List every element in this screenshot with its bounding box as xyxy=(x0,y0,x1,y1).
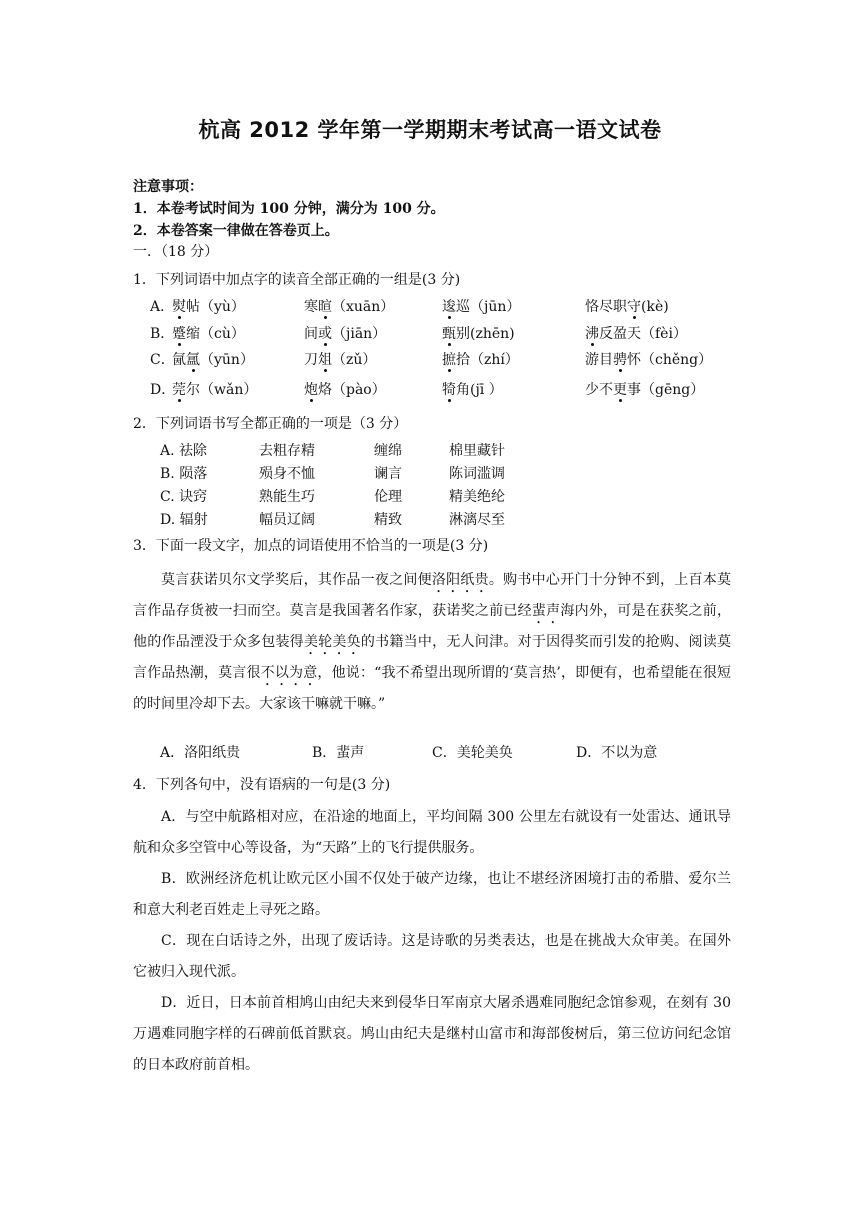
q2-word: 淋漓尽至 xyxy=(449,512,505,528)
emphasis-dot-char: 蹙 xyxy=(172,326,186,342)
emphasis-dot-char: 炮 xyxy=(304,382,318,398)
q2-word: 殒身不恤 xyxy=(259,466,315,482)
option-word: 游目骋怀（chěng） xyxy=(585,352,713,368)
option-label: D． xyxy=(150,382,176,398)
passage-text: 。购书中心开门十分钟不到，上百本莫言作品存货被一扫而空。莫言是我国著名作家，获诺奖之前已经 xyxy=(133,572,732,619)
option-word: 炮烙（pào） xyxy=(304,382,386,398)
q2-word: 去粗存精 xyxy=(259,443,315,459)
notice-item-1: 1．本卷考试时间为 100 分钟，满分为 100 分。 xyxy=(133,201,445,217)
q2-option-row xyxy=(0,464,760,484)
notice-item-2: 2．本卷答案一律做在答卷页上。 xyxy=(133,223,339,239)
q2-word: B. 陨落 xyxy=(160,466,208,482)
q4-option-a: A．与空中航路相对应，在沿途的地面上，平均间隔 300 公里左右就设有一处雷达、通讯导航和众多空管中心等设备，为“天路”上的飞行提供服务。 xyxy=(133,809,731,856)
emphasis-dot-char: 沸 xyxy=(585,326,599,342)
q2-word: 谰言 xyxy=(374,466,402,482)
notice-heading: 注意事项： xyxy=(133,179,203,195)
q2-word: 熟能生巧 xyxy=(259,489,315,505)
emphasized-phrase: 洛阳纸贵 xyxy=(431,572,489,588)
q3-option: A．洛阳纸贵 xyxy=(160,745,241,761)
q3-option: C．美轮美奂 xyxy=(432,745,513,761)
option-word: 恪尽职守(kè) xyxy=(585,299,669,315)
emphasis-dot-char: 氲 xyxy=(186,352,200,368)
emphasized-phrase: 不以为意 xyxy=(260,665,318,681)
q4-option-d: D．近日，日本前首相鸠山由纪夫来到侵华日军南京大屠杀遇难同胞纪念馆参观，在刻有 30 万遇难同胞字样的石碑前低首默哀。鸠山由纪夫是继村山富市和海部俊树后，第三位访问纪念馆的日本政府前首相。 xyxy=(133,995,731,1073)
emphasis-dot-char: 逡 xyxy=(442,299,456,315)
section-heading: 一．（18 分） xyxy=(133,244,219,260)
option-word: 间或（jiān） xyxy=(304,326,387,342)
emphasis-dot-char: 甄 xyxy=(442,326,456,342)
emphasized-phrase: 美轮美奂 xyxy=(303,634,361,650)
q2-option-row xyxy=(0,487,760,507)
option-word: 寒暄（xuān） xyxy=(304,299,395,315)
emphasis-dot-char: 骋 xyxy=(613,352,627,368)
emphasis-dot-char: 或 xyxy=(318,326,332,342)
q1-option-row xyxy=(0,380,760,400)
q3-options xyxy=(160,743,720,763)
q3-passage xyxy=(133,565,731,720)
emphasis-dot-char: 摭 xyxy=(442,352,456,368)
q2-word: A. 祛除 xyxy=(160,443,208,459)
q4-stem: 4．下列各句中，没有语病的一句是(3 分) xyxy=(133,777,391,793)
emphasis-dot-char: 俎 xyxy=(318,352,332,368)
q2-option-row xyxy=(0,510,760,530)
emphasized-phrase: 蜚声 xyxy=(531,603,561,619)
emphasis-dot-char: 更 xyxy=(613,382,627,398)
option-word: 摭拾（zhí） xyxy=(442,352,519,368)
emphasis-dot-char: 熨 xyxy=(172,299,186,315)
q2-word: 棉里藏针 xyxy=(449,443,505,459)
passage-text: 的书籍当中，无人问津。对于因得奖而引发的抢购、阅读莫言作品热潮，莫言很 xyxy=(133,634,732,681)
option-word: 逡巡（jūn） xyxy=(442,299,521,315)
q2-word: 精美绝纶 xyxy=(449,489,505,505)
emphasis-dot-char: 莞 xyxy=(172,382,186,398)
passage-text: ，他说：“我不希望出现所谓的‘莫言热’，即便有，也希望能在很短的时间里冷却下去。大家该干嘛就干嘛。” xyxy=(133,665,732,712)
page-title: 杭高 2012 学年第一学期期末考试高一语文试卷 xyxy=(198,118,662,142)
emphasis-dot-char: 犄 xyxy=(442,382,456,398)
emphasis-dot-char: 暄 xyxy=(318,299,332,315)
option-word: 莞尔（wǎn） xyxy=(172,382,258,398)
q2-word: 幅员辽阔 xyxy=(259,512,315,528)
q4-option-c: C．现在白话诗之外，出现了废话诗。这是诗歌的另类表达，也是在挑战大众审美。在国外它被归入现代派。 xyxy=(133,933,731,980)
option-word: 甄别(zhēn) xyxy=(442,326,515,342)
q1-stem: 1．下列词语中加点字的读音全部正确的一组是(3 分) xyxy=(133,272,461,288)
option-word: 刀俎（zǔ） xyxy=(304,352,377,368)
q1-option-row xyxy=(0,324,760,344)
q2-word: D. 辐射 xyxy=(160,512,208,528)
passage-text: 莫言获诺贝尔文学奖后，其作品一夜之间便 xyxy=(161,572,432,588)
q2-word: C. 诀窍 xyxy=(160,489,208,505)
q1-option-row xyxy=(0,350,760,370)
q2-word: 精致 xyxy=(374,512,402,528)
option-word: 犄角(jī ） xyxy=(442,382,503,398)
q3-option: B．蜚声 xyxy=(312,745,365,761)
q3-option: D．不以为意 xyxy=(576,745,658,761)
option-word: 蹙缩（cù） xyxy=(172,326,245,342)
option-word: 熨帖（yù） xyxy=(172,299,245,315)
option-word: 少不更事（gēng） xyxy=(585,382,705,398)
passage-text: 海内外，可是在获奖之前，他的作品湮没于众多包装得 xyxy=(133,603,732,650)
q2-stem: 2．下列词语书写全都正确的一项是（3 分） xyxy=(133,416,408,432)
q2-word: 缠绵 xyxy=(374,443,402,459)
q1-option-row xyxy=(0,297,760,317)
option-word: 氤氲（yūn） xyxy=(172,352,254,368)
q2-option-row xyxy=(0,441,760,461)
option-label: B． xyxy=(150,326,175,342)
option-word: 沸反盈天（fèi） xyxy=(585,326,687,342)
q3-stem: 3．下面一段文字，加点的词语使用不恰当的一项是(3 分) xyxy=(133,538,489,554)
option-label: C． xyxy=(150,352,175,368)
q2-word: 伦理 xyxy=(374,489,402,505)
q2-word: 陈词滥调 xyxy=(449,466,505,482)
q4-option-b: B．欧洲经济危机让欧元区小国不仅处于破产边缘，也让不堪经济困境打击的希腊、爱尔兰和意大利老百姓走上寻死之路。 xyxy=(133,871,731,918)
option-label: A． xyxy=(150,299,175,315)
emphasis-dot-char: 守 xyxy=(627,299,641,315)
